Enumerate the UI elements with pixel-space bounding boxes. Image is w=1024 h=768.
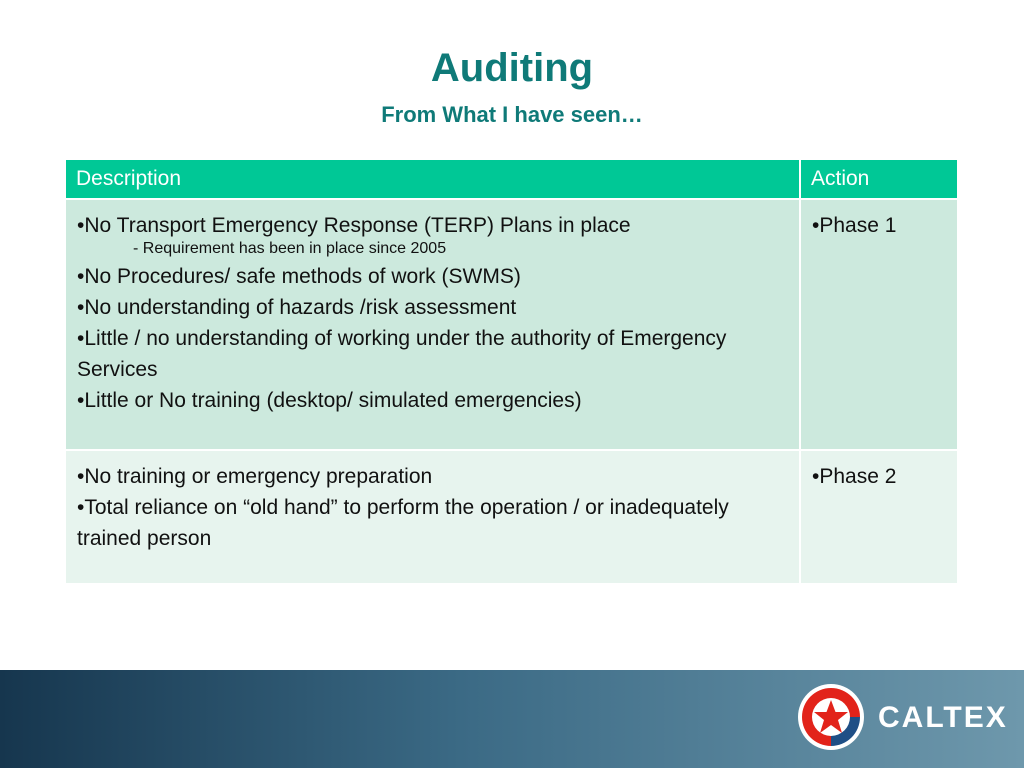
logo-wordmark: CALTEX xyxy=(878,701,1008,734)
logo-circle xyxy=(798,684,864,750)
caltex-logo xyxy=(798,682,1008,754)
description-cell xyxy=(65,450,800,584)
action-cell xyxy=(800,450,958,584)
list-item: •No Procedures/ safe methods of work (SWMS) xyxy=(77,265,521,288)
action-text: •Phase 1 xyxy=(812,214,897,237)
table-row xyxy=(65,199,958,450)
slide-subtitle: From What I have seen… xyxy=(381,102,643,127)
list-item: •Total reliance on “old hand” to perform the operation / or inadequately trained person xyxy=(77,496,729,550)
audit-table xyxy=(64,158,959,585)
list-subitem: - Requirement has been in place since 2005 xyxy=(133,240,447,257)
list-item: •No understanding of hazards /risk assessment xyxy=(77,296,517,319)
list-item: •No training or emergency preparation xyxy=(77,465,433,488)
list-item: •Little or No training (desktop/ simulated emergencies) xyxy=(77,389,582,412)
list-item: •No Transport Emergency Response (TERP) Plans in place xyxy=(77,214,631,237)
table-row xyxy=(65,450,958,584)
star-icon xyxy=(798,684,864,750)
list-item: •Little / no understanding of working under the authority of Emergency Services xyxy=(77,327,727,381)
description-cell xyxy=(65,199,800,450)
header-description: Description xyxy=(65,159,800,199)
slide-title: Auditing xyxy=(430,46,594,90)
action-text: •Phase 2 xyxy=(812,465,897,488)
header-action: Action xyxy=(800,159,958,199)
action-cell xyxy=(800,199,958,450)
table-header-row xyxy=(65,159,958,199)
